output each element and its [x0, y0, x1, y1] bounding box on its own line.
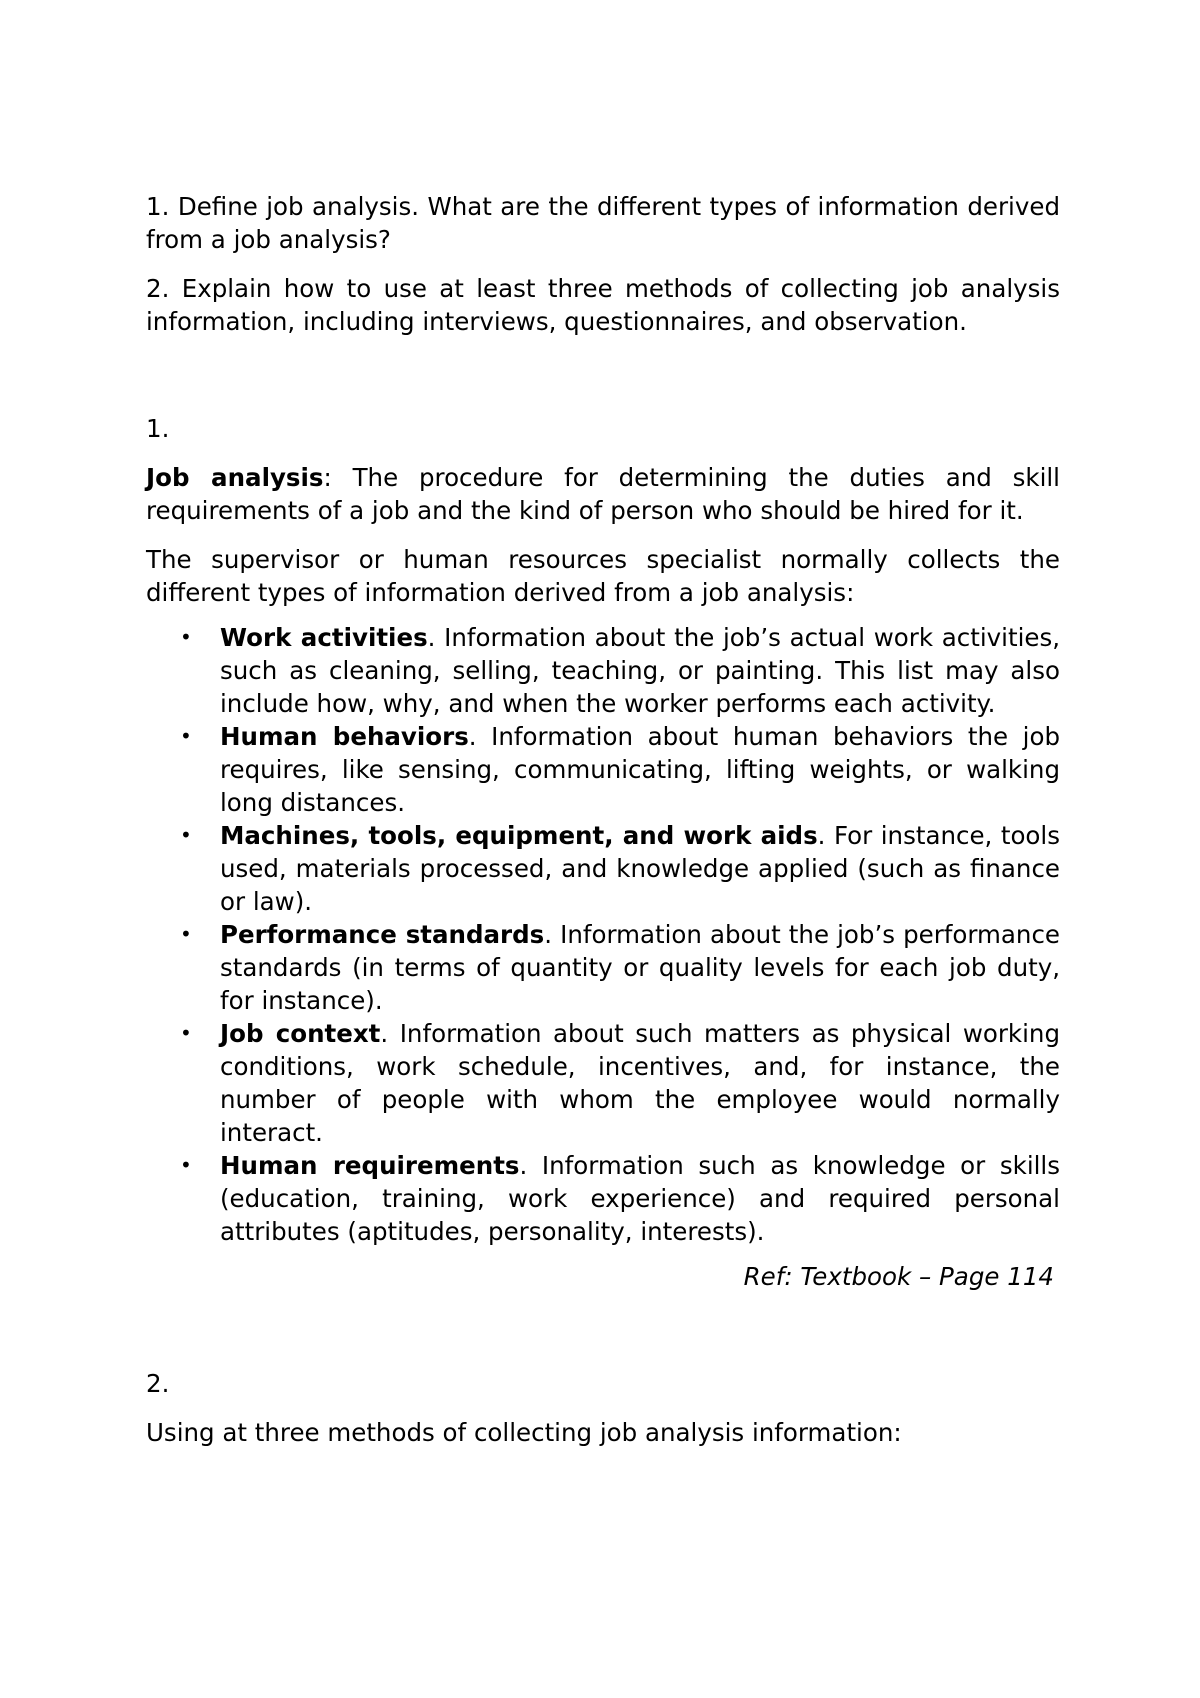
- list-item-text: . Information about the job’s performance standards (in terms of quantity or quality levels for each job duty, for instance).: [220, 920, 1060, 1015]
- list-item: [146, 1017, 1060, 1149]
- list-item-text: . Information about the job’s actual work activities, such as cleaning, selling, teaching, or painting. This list may also include how, why, and when the worker performs each activity.: [220, 623, 1060, 718]
- document-page: [146, 190, 1060, 1449]
- list-item: [146, 1149, 1060, 1248]
- list-item-term: Human behaviors: [220, 722, 469, 751]
- list-item-text: . Information such as knowledge or skills (education, training, work experience) and required personal attributes (aptitudes, personality, interests).: [220, 1151, 1061, 1246]
- list-item-term: Human requirements: [220, 1151, 520, 1180]
- definition-text: : The procedure for determining the duties and skill requirements of a job and the kind of person who should be hired for it.: [146, 463, 1060, 525]
- bullet-icon: •: [180, 625, 192, 649]
- reference-note: Ref: Textbook – Page 114: [743, 1262, 1054, 1291]
- bullet-icon: •: [180, 1021, 192, 1045]
- list-item-text: . Information about human behaviors the job requires, like sensing, communicating, lifting weights, or walking long distances.: [220, 722, 1060, 817]
- bullet-icon: •: [180, 823, 192, 847]
- answer-1-intro: The supervisor or human resources specialist normally collects the different types of information derived from a job analysis:: [146, 545, 1060, 607]
- answer-1-number: 1.: [146, 414, 170, 443]
- list-item: [146, 918, 1060, 1017]
- list-item: [146, 819, 1060, 918]
- bullet-icon: •: [180, 922, 192, 946]
- answer-2-number: 2.: [146, 1369, 170, 1398]
- list-item-term: Machines, tools, equipment, and work aids: [220, 821, 818, 850]
- list-item: [146, 621, 1060, 720]
- bullet-icon: •: [180, 1153, 192, 1177]
- definition-term: Job analysis: [146, 463, 324, 492]
- information-types-list: [146, 621, 1060, 1248]
- list-item-term: Performance standards: [220, 920, 545, 949]
- answer-2-intro: Using at three methods of collecting job analysis information:: [146, 1418, 902, 1447]
- list-item-text: . For instance, tools used, materials processed, and knowledge applied (such as finance or law).: [220, 821, 1060, 916]
- bullet-icon: •: [180, 724, 192, 748]
- list-item-text: . Information about such matters as physical working conditions, work schedule, incentives, and, for instance, the number of people with whom the employee would normally interact.: [220, 1019, 1061, 1147]
- list-item: [146, 720, 1060, 819]
- list-item-term: Job context: [220, 1019, 381, 1048]
- question-2: 2. Explain how to use at least three methods of collecting job analysis information, including interviews, questionnaires, and observation.: [146, 274, 1060, 336]
- job-analysis-definition: [146, 461, 1060, 527]
- list-item-term: Work activities: [220, 623, 428, 652]
- question-1: 1. Define job analysis. What are the different types of information derived from a job analysis?: [146, 192, 1060, 254]
